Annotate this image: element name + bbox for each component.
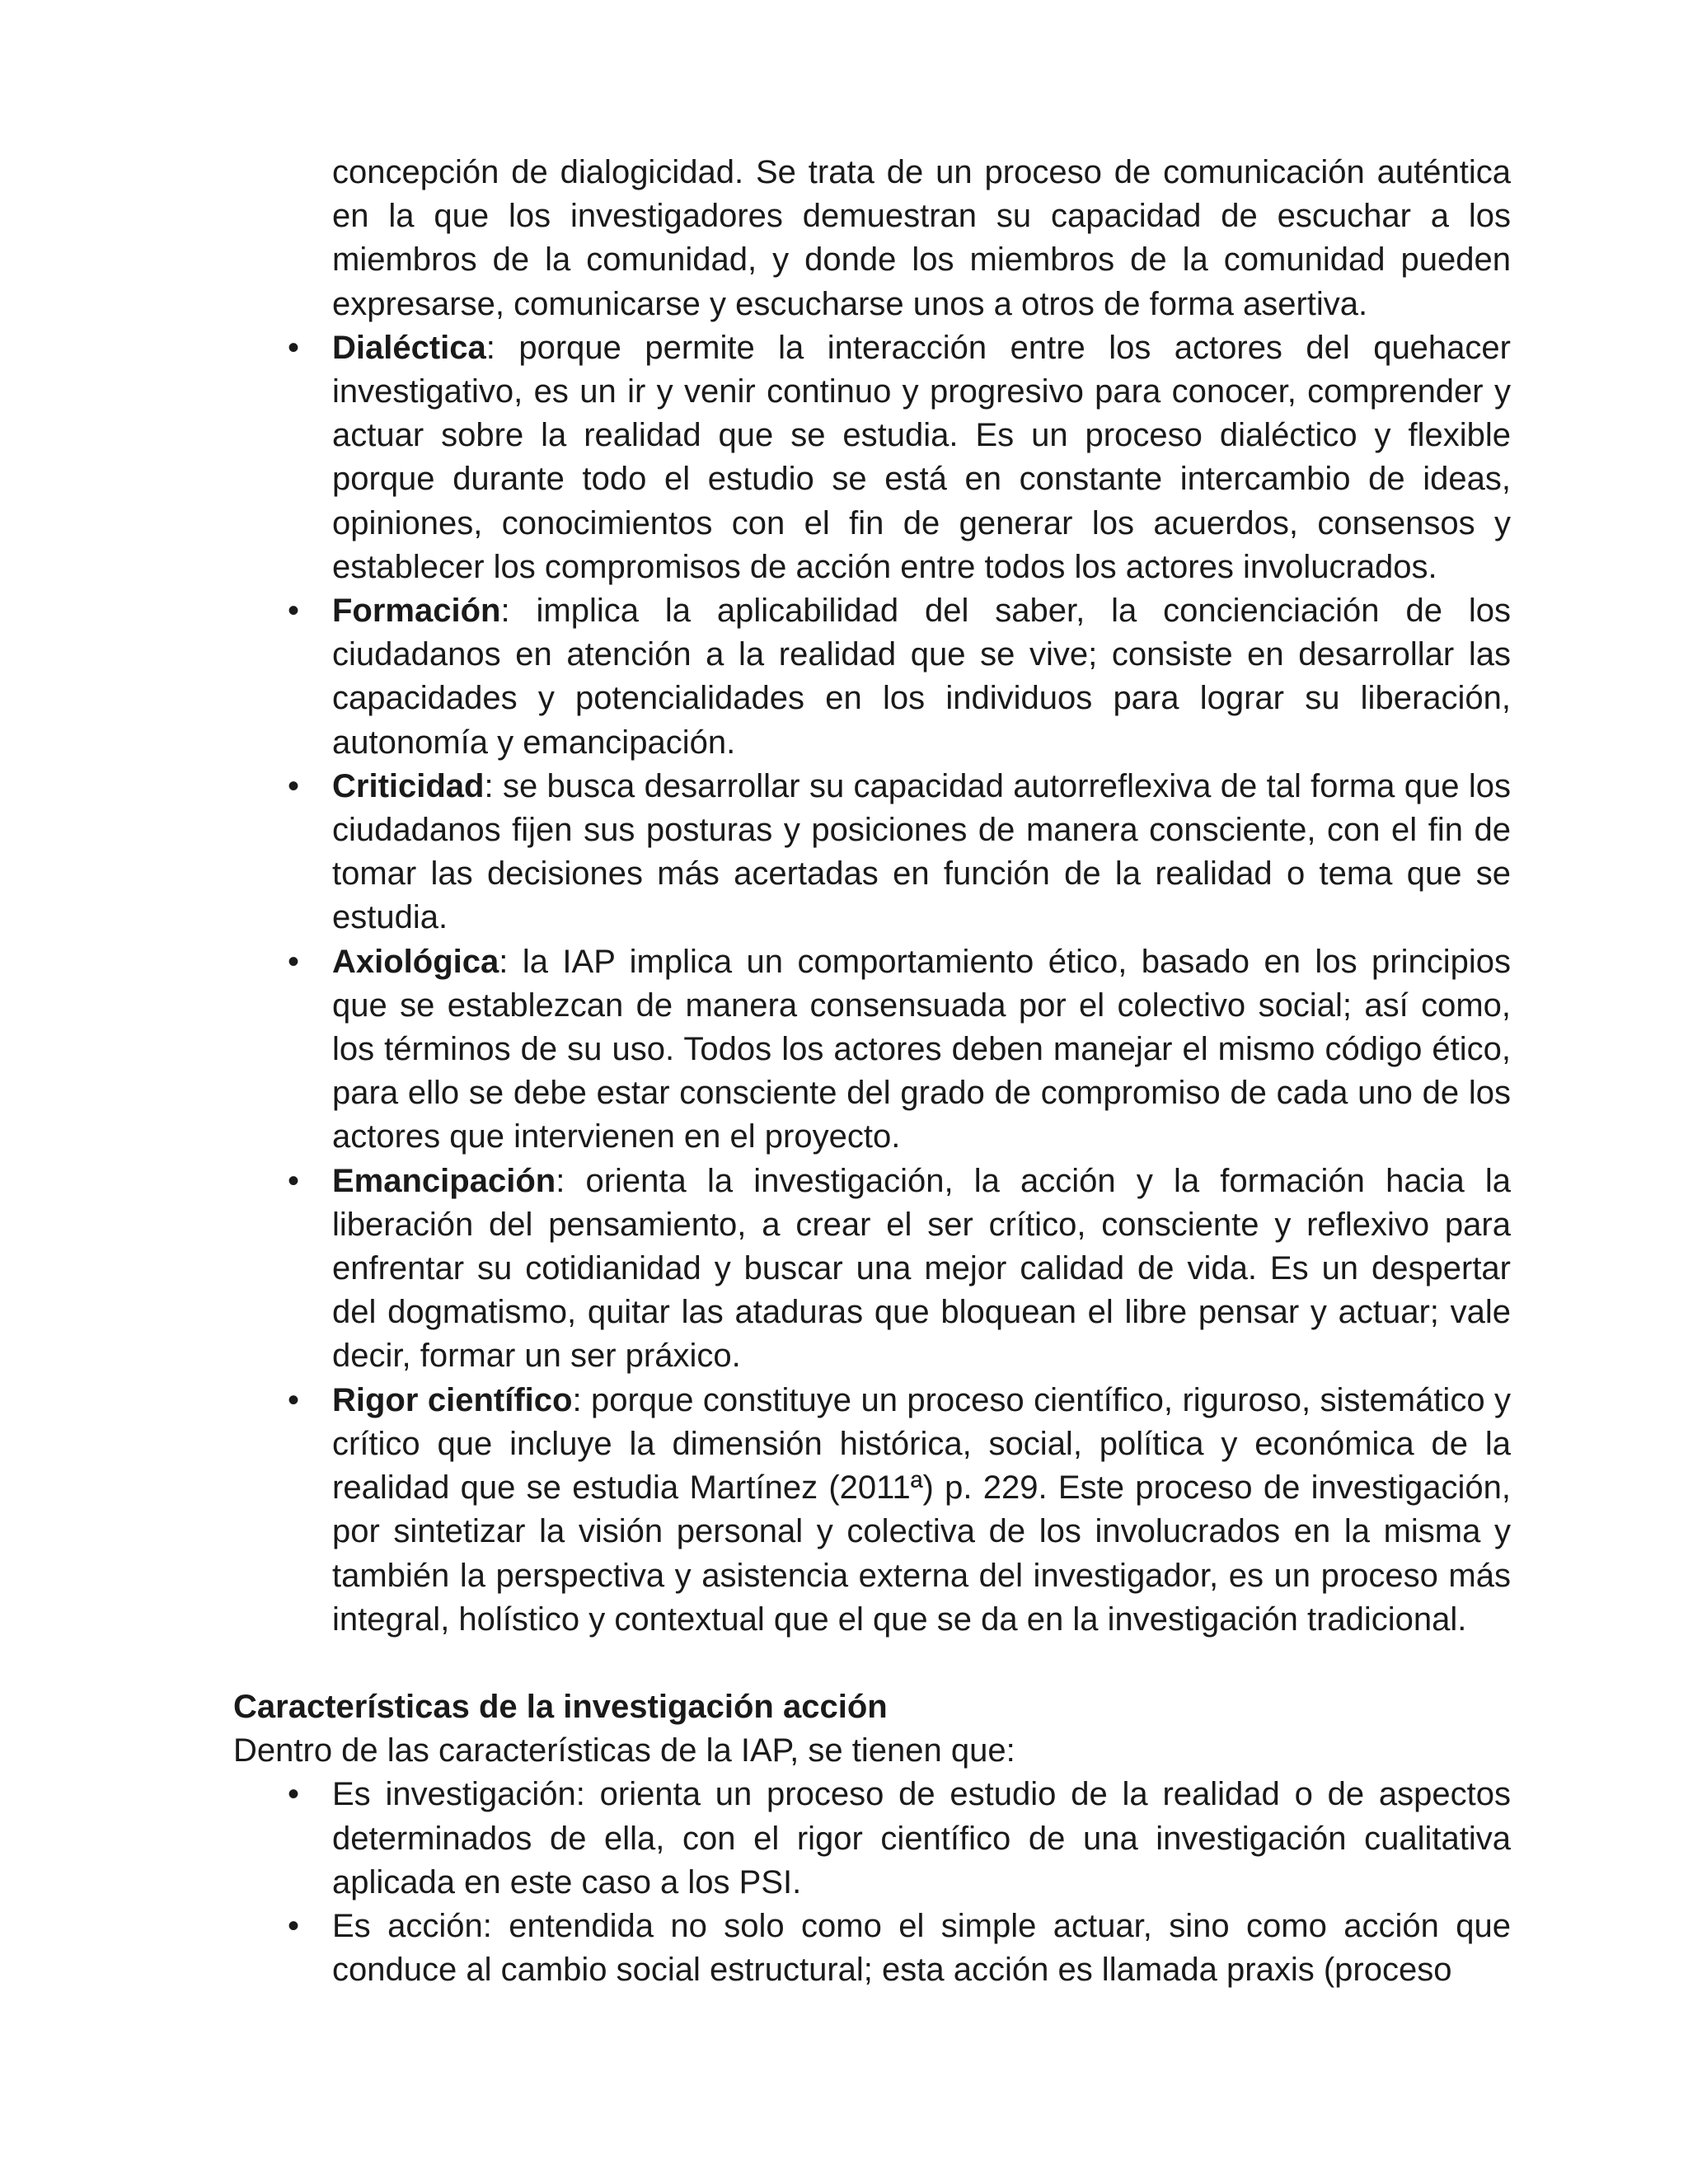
principle-term: Criticidad	[332, 767, 485, 804]
bullet-icon: •	[287, 1381, 299, 1418]
bullet-icon: •	[287, 943, 299, 980]
list-item	[233, 1160, 1511, 1379]
bullet-icon: •	[287, 1162, 299, 1199]
principle-text: : la IAP implica un comportamiento ético, basado en los principios que se establezcan de manera consensuada por el colectivo social; así como, los términos de su uso. Todos los actores deben manejar el mismo código ético, para ello se debe estar consciente del grado de compromiso de cada uno de los actores que intervienen en el proyecto.	[332, 943, 1511, 1155]
list-item	[233, 940, 1511, 1160]
principle-text: : se busca desarrollar su capacidad autorreflexiva de tal forma que los ciudadanos fijen sus posturas y posiciones de manera consciente, con el fin de tomar las decisiones más acertadas en función de la realidad o tema que se estudia.	[332, 767, 1511, 936]
principle-term: Dialéctica	[332, 329, 486, 366]
list-item	[233, 765, 1511, 940]
list-item	[233, 1773, 1511, 1905]
principle-text: : porque permite la interacción entre los actores del quehacer investigativo, es un ir y venir continuo y progresivo para conocer, comprender y actuar sobre la realidad que se estudia. Es un proceso dialéctico y flexible porque durante todo el estudio se está en constante intercambio de ideas, opiniones, conocimientos con el fin de generar los acuerdos, consensos y establecer los compromisos de acción entre todos los actores involucrados.	[332, 329, 1511, 585]
principle-term: Axiológica	[332, 943, 499, 980]
principle-text: : orienta la investigación, la acción y la formación hacia la liberación del pensamiento, a crear el ser crítico, consciente y reflexivo para enfrentar su cotidianidad y buscar una mejor calidad de vida. Es un despertar del dogmatismo, quitar las ataduras que bloquean el libre pensar y actuar; vale decir, formar un ser práxico.	[332, 1162, 1511, 1375]
principle-text: : porque constituye un proceso científico, riguroso, sistemático y crítico que incluye la dimensión histórica, social, política y económica de la realidad que se estudia Martínez (2011ª) p. 229. Este proceso de investigación, por sintetizar la visión personal y colectiva de los involucrados en la misma y también la perspectiva y asistencia externa del investigador, es un proceso más integral, holístico y contextual que el que se da en la investigación tradicional.	[332, 1381, 1511, 1638]
principle-text: : implica la aplicabilidad del saber, la concienciación de los ciudadanos en atención a la realidad que se vive; consiste en desarrollar las capacidades y potencialidades en los individuos para lograr su liberación, autonomía y emancipación.	[332, 593, 1511, 761]
principle-term: Rigor científico	[332, 1381, 573, 1418]
bullet-icon: •	[287, 1907, 299, 1944]
characteristic-text: Es investigación: orienta un proceso de estudio de la realidad o de aspectos determinados de ella, con el rigor científico de una investigación cualitativa aplicada en este caso a los PSI.	[332, 1776, 1511, 1900]
section-intro: Dentro de las características de la IAP, se tienen que:	[233, 1732, 1015, 1769]
list-item	[233, 589, 1511, 765]
list-item	[233, 1905, 1511, 1992]
characteristic-text: Es acción: entendida no solo como el simple actuar, sino como acción que conduce al cambio social estructural; esta acción es llamada praxis (proceso	[332, 1907, 1511, 1989]
characteristics-list	[233, 1773, 1511, 1992]
principle-term: Formación	[332, 593, 501, 630]
principles-list	[233, 326, 1511, 1642]
bullet-icon: •	[287, 1776, 299, 1813]
list-item	[233, 326, 1511, 589]
list-item	[233, 1379, 1511, 1642]
bullet-icon: •	[287, 593, 299, 630]
page-content	[233, 151, 1511, 1992]
continuation-paragraph: concepción de dialogicidad. Se trata de un proceso de comunicación auténtica en la que los investigadores demuestran su capacidad de escuchar a los miembros de la comunidad, y donde los miembros de la comunidad pueden expresarse, comunicarse y escucharse unos a otros de forma asertiva.	[332, 154, 1511, 322]
bullet-icon: •	[287, 329, 299, 366]
principle-term: Emancipación	[332, 1162, 556, 1199]
section-heading: Características de la investigación acción	[233, 1688, 888, 1725]
bullet-icon: •	[287, 767, 299, 804]
